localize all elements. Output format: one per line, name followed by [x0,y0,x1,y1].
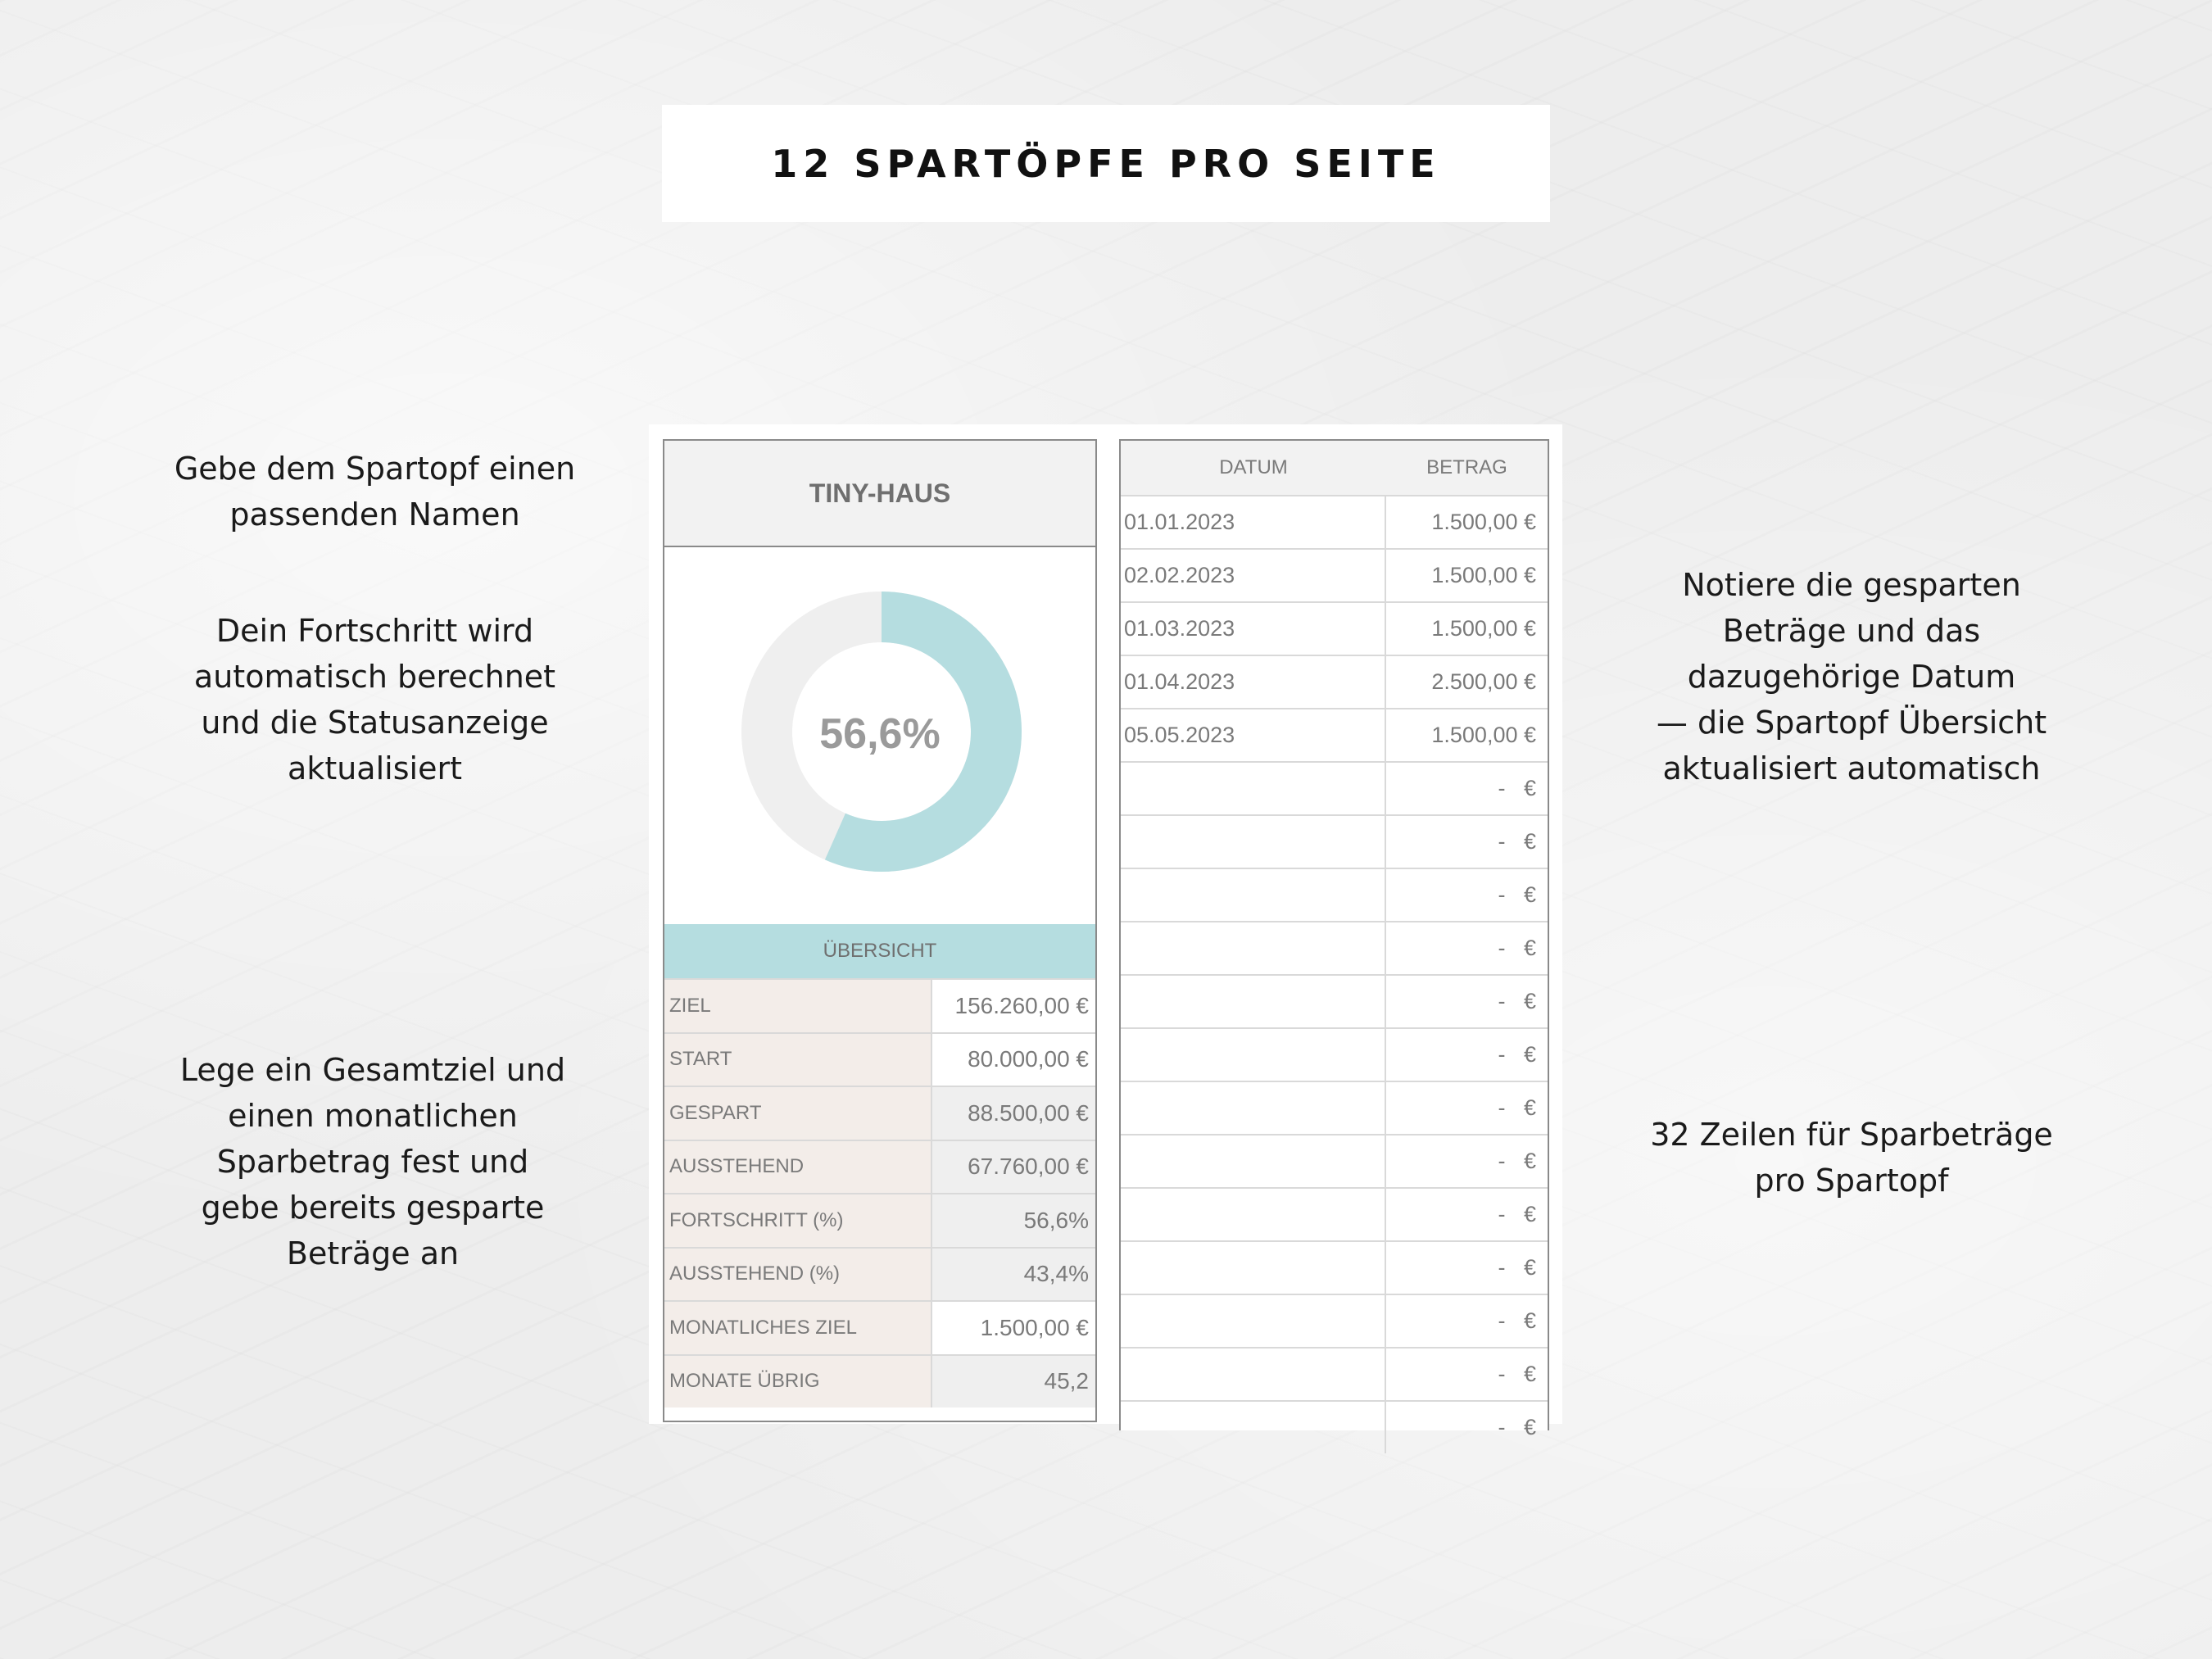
amount-column-header: BETRAG [1426,456,1507,478]
note-goal: Lege ein Gesamtziel und einen monatlichen Sparbetrag fest und gebe bereits gesparte Beträge an [179,1052,566,1271]
overview-header: ÜBERSICHT [664,924,1095,978]
stat-label: ZIEL [664,980,932,1032]
stat-value: 56,6% [932,1194,1095,1247]
entry-row [1121,1134,1548,1187]
entry-date-cell[interactable] [1121,976,1386,1027]
note-name: Gebe dem Spartopf einen passenden Namen [174,451,576,533]
stat-row [664,978,1095,1032]
stat-label: GESPART [664,1087,932,1140]
entry-row [1121,814,1548,868]
title-banner [662,105,1550,222]
entry-amount-cell[interactable]: - € [1498,1415,1536,1439]
stat-row [664,1354,1095,1408]
spreadsheet-panel [649,424,1562,1439]
entry-row [1121,1240,1548,1294]
entry-row [1121,1187,1548,1240]
stat-value: 43,4% [932,1249,1095,1301]
overview-table [664,978,1095,1407]
entry-row [1121,1347,1548,1400]
entry-row [1121,495,1548,548]
entry-amount-cell[interactable]: - € [1498,829,1536,854]
entry-date-cell[interactable]: 02.02.2023 [1121,550,1386,601]
entry-amount-cell[interactable]: - € [1498,1255,1536,1280]
progress-chart [664,547,1095,924]
entry-date-cell[interactable] [1121,922,1386,974]
entry-row [1121,548,1548,601]
entry-amount-cell[interactable]: 1.500,00 € [1431,563,1536,587]
entry-row [1121,1294,1548,1347]
entry-date-cell[interactable]: 01.03.2023 [1121,603,1386,655]
entry-amount-cell[interactable]: - € [1498,882,1536,907]
stat-value: 67.760,00 € [932,1141,1095,1194]
entry-row [1121,1081,1548,1134]
entry-amount-cell[interactable]: - € [1498,1308,1536,1333]
progress-percent: 56,6% [819,710,941,758]
stat-row [664,1086,1095,1140]
entries-body [1121,495,1548,1453]
stat-row [664,1140,1095,1194]
entries-table [1119,439,1549,1439]
stat-value: 45,2 [932,1356,1095,1408]
note-rows: 32 Zeilen für Sparbeträge pro Spartopf [1650,1117,2053,1199]
stat-label: MONATLICHES ZIEL [664,1302,932,1354]
entry-date-cell[interactable] [1121,1295,1386,1347]
entry-amount-cell[interactable]: - € [1498,1149,1536,1173]
stat-value[interactable]: 156.260,00 € [932,980,1095,1032]
stat-row [664,1300,1095,1354]
entry-amount-cell[interactable]: - € [1498,1202,1536,1226]
entry-row [1121,655,1548,708]
stat-label: AUSSTEHEND [664,1141,932,1194]
entry-amount-cell[interactable]: 2.500,00 € [1431,669,1536,694]
entry-amount-cell[interactable]: - € [1498,1095,1536,1120]
stat-label: FORTSCHRITT (%) [664,1194,932,1247]
entry-amount-cell[interactable]: 1.500,00 € [1431,616,1536,641]
stat-value: 88.500,00 € [932,1087,1095,1140]
entry-date-cell[interactable]: 01.01.2023 [1121,496,1386,548]
entry-row [1121,708,1548,761]
pot-name-cell[interactable]: TINY-HAUS [664,441,1095,547]
entry-amount-cell[interactable]: - € [1498,936,1536,960]
note-progress: Dein Fortschritt wird automatisch berechnet und die Statusanzeige aktualisiert [193,613,556,786]
entry-row [1121,1027,1548,1081]
stat-row [664,1247,1095,1301]
entry-amount-cell[interactable]: - € [1498,1042,1536,1067]
note-record: Notiere die gesparten Beträge und das dazugehörige Datum — die Spartopf Übersicht aktualisiert automatisch [1656,567,2047,786]
entry-row [1121,1400,1548,1453]
entry-row [1121,974,1548,1027]
entry-date-cell[interactable] [1121,1082,1386,1134]
entry-amount-cell[interactable]: - € [1498,989,1536,1013]
entry-date-cell[interactable] [1121,1402,1386,1453]
entry-date-cell[interactable] [1121,816,1386,868]
entry-date-cell[interactable]: 01.04.2023 [1121,656,1386,708]
entry-date-cell[interactable] [1121,763,1386,814]
stat-label: AUSSTEHEND (%) [664,1249,932,1301]
page-title: 12 SPARTÖPFE PRO SEITE [771,141,1441,186]
stat-row [664,1193,1095,1247]
entry-date-cell[interactable] [1121,1242,1386,1294]
entry-date-cell[interactable]: 05.05.2023 [1121,709,1386,761]
entry-row [1121,921,1548,974]
entry-amount-cell[interactable]: 1.500,00 € [1431,723,1536,747]
entry-amount-cell[interactable]: - € [1498,1362,1536,1386]
stat-value[interactable]: 80.000,00 € [932,1034,1095,1086]
entry-row [1121,868,1548,921]
entry-date-cell[interactable] [1121,869,1386,921]
entry-row [1121,601,1548,655]
entry-date-cell[interactable] [1121,1349,1386,1400]
entry-date-cell[interactable] [1121,1189,1386,1240]
entry-amount-cell[interactable]: 1.500,00 € [1431,510,1536,534]
stat-row [664,1032,1095,1086]
entries-header [1121,441,1548,495]
stat-label: MONATE ÜBRIG [664,1356,932,1408]
entry-date-cell[interactable] [1121,1029,1386,1081]
stat-value[interactable]: 1.500,00 € [932,1302,1095,1354]
entry-row [1121,761,1548,814]
savings-pot-card [663,439,1097,1422]
entry-date-cell[interactable] [1121,1135,1386,1187]
date-column-header: DATUM [1219,456,1288,478]
entry-amount-cell[interactable]: - € [1498,776,1536,800]
stat-label: START [664,1034,932,1086]
